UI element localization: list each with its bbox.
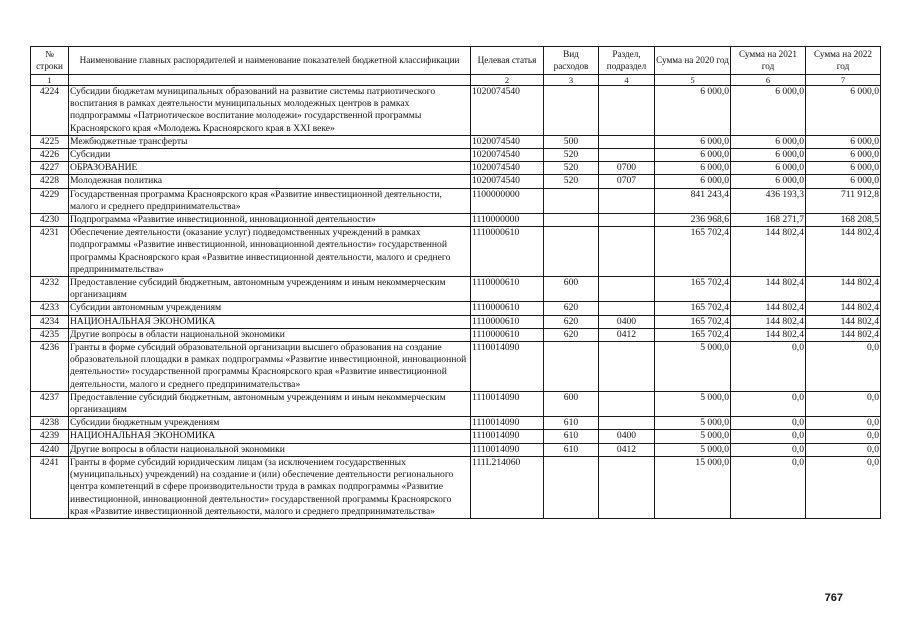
expense-type-cell: 610: [544, 430, 599, 443]
name-cell: Обеспечение деятельности (оказание услуг) подведомственных учреждений в рамках подпрограммы «Развитие инвестиционной, инновационной деятельности» государственной программы Красноярского края «Развитие инвестиционной деятельности, малого и среднего предпринимательства»: [69, 227, 471, 277]
sum-2020-cell: 6 000,0: [655, 135, 731, 148]
name-cell: Субсидии бюджетам муниципальных образований на развитие системы патриотического воспитания в рамках деятельности муниципальных молодежных центров в рамках подпрограммы «Патриотическое воспитание молодежи» государственной программы Красноярского края «Молодежь Красноярского края в XXI веке»: [69, 86, 471, 136]
name-cell: Межбюджетные трансферты: [69, 135, 471, 148]
sum-2020-cell: 15 000,0: [655, 456, 731, 518]
sum-2020-cell: 6 000,0: [655, 162, 731, 175]
row-number-cell: 4232: [31, 277, 69, 302]
sum-2020-cell: 165 702,4: [655, 315, 731, 328]
target-article-cell: 1110000610: [471, 315, 544, 328]
table-header-row: [31, 47, 881, 75]
name-cell: НАЦИОНАЛЬНАЯ ЭКОНОМИКА: [69, 315, 471, 328]
sum-2021-cell: 144 802,4: [731, 315, 806, 328]
section-cell: 0412: [599, 328, 655, 341]
sum-2020-cell: 165 702,4: [655, 227, 731, 277]
column-number: 2: [471, 75, 544, 86]
sum-2021-cell: 0,0: [731, 342, 806, 392]
sum-2021-cell: 0,0: [731, 417, 806, 430]
expense-type-cell: [544, 456, 599, 518]
table-row: [31, 342, 881, 392]
sum-2021-cell: 6 000,0: [731, 162, 806, 175]
sum-2021-cell: 6 000,0: [731, 86, 806, 136]
row-number-cell: 4228: [31, 175, 69, 188]
expense-type-cell: [544, 214, 599, 227]
table-row: [31, 214, 881, 227]
name-cell: Субсидии автономным учреждениям: [69, 302, 471, 315]
header-expense-type: Вид расходов: [544, 47, 599, 75]
sum-2022-cell: 144 802,4: [806, 315, 881, 328]
sum-2022-cell: 6 000,0: [806, 149, 881, 162]
section-cell: [599, 391, 655, 416]
target-article-cell: 1110014090: [471, 430, 544, 443]
name-cell: ОБРАЗОВАНИЕ: [69, 162, 471, 175]
sum-2021-cell: 144 802,4: [731, 328, 806, 341]
header-sum-2021: Сумма на 2021 год: [731, 47, 806, 75]
section-cell: 0400: [599, 315, 655, 328]
expense-type-cell: [544, 342, 599, 392]
expense-type-cell: 610: [544, 417, 599, 430]
sum-2020-cell: 6 000,0: [655, 86, 731, 136]
expense-type-cell: 620: [544, 315, 599, 328]
table-row: [31, 391, 881, 416]
row-number-cell: 4230: [31, 214, 69, 227]
section-cell: [599, 227, 655, 277]
expense-type-cell: 620: [544, 328, 599, 341]
name-cell: Субсидии бюджетным учреждениям: [69, 417, 471, 430]
sum-2021-cell: 6 000,0: [731, 135, 806, 148]
table-row: [31, 277, 881, 302]
sum-2021-cell: 0,0: [731, 391, 806, 416]
sum-2022-cell: 0,0: [806, 456, 881, 518]
sum-2022-cell: 144 802,4: [806, 227, 881, 277]
row-number-cell: 4229: [31, 188, 69, 213]
table-row: [31, 456, 881, 518]
sum-2022-cell: 168 208,5: [806, 214, 881, 227]
sum-2022-cell: 6 000,0: [806, 135, 881, 148]
table-row: [31, 227, 881, 277]
sum-2020-cell: 6 000,0: [655, 175, 731, 188]
target-article-cell: 1110014090: [471, 391, 544, 416]
target-article-cell: 1110014090: [471, 417, 544, 430]
name-cell: Молодежная политика: [69, 175, 471, 188]
header-name: Наименование главных распорядителей и наименование показателей бюджетной классификации: [69, 47, 471, 75]
target-article-cell: 1020074540: [471, 135, 544, 148]
target-article-cell: 1020074540: [471, 149, 544, 162]
target-article-cell: 1020074540: [471, 86, 544, 136]
sum-2021-cell: 436 193,3: [731, 188, 806, 213]
section-cell: [599, 214, 655, 227]
row-number-cell: 4225: [31, 135, 69, 148]
page-number: 767: [824, 592, 843, 604]
sum-2022-cell: 0,0: [806, 443, 881, 456]
sum-2021-cell: 0,0: [731, 456, 806, 518]
row-number-cell: 4234: [31, 315, 69, 328]
table-body: [31, 86, 881, 519]
table-row: [31, 175, 881, 188]
target-article-cell: 1110000610: [471, 302, 544, 315]
name-cell: Предоставление субсидий бюджетным, автономным учреждениям и иным некоммерческим организациям: [69, 391, 471, 416]
name-cell: Предоставление субсидий бюджетным, автономным учреждениям и иным некоммерческим организациям: [69, 277, 471, 302]
row-number-cell: 4236: [31, 342, 69, 392]
row-number-cell: 4226: [31, 149, 69, 162]
target-article-cell: 1020074540: [471, 175, 544, 188]
sum-2022-cell: 6 000,0: [806, 162, 881, 175]
table-row: [31, 328, 881, 341]
target-article-cell: 1110014090: [471, 342, 544, 392]
table-row: [31, 162, 881, 175]
expense-type-cell: 520: [544, 149, 599, 162]
name-cell: Государственная программа Красноярского края «Развитие инвестиционной деятельности, малого и среднего предпринимательства»: [69, 188, 471, 213]
sum-2022-cell: 144 802,4: [806, 277, 881, 302]
section-cell: [599, 342, 655, 392]
section-cell: [599, 302, 655, 315]
section-cell: [599, 86, 655, 136]
expense-type-cell: [544, 227, 599, 277]
sum-2022-cell: 0,0: [806, 417, 881, 430]
sum-2020-cell: 165 702,4: [655, 328, 731, 341]
row-number-cell: 4239: [31, 430, 69, 443]
row-number-cell: 4233: [31, 302, 69, 315]
table-row: [31, 86, 881, 136]
row-number-cell: 4227: [31, 162, 69, 175]
sum-2022-cell: 144 802,4: [806, 302, 881, 315]
sum-2021-cell: 144 802,4: [731, 227, 806, 277]
target-article-cell: 1100000000: [471, 188, 544, 213]
sum-2020-cell: 841 243,4: [655, 188, 731, 213]
table-row: [31, 443, 881, 456]
row-number-cell: 4237: [31, 391, 69, 416]
section-cell: 0412: [599, 443, 655, 456]
name-cell: Подпрограмма «Развитие инвестиционной, инновационной деятельности»: [69, 214, 471, 227]
expense-type-cell: 610: [544, 443, 599, 456]
name-cell: Другие вопросы в области национальной экономики: [69, 443, 471, 456]
sum-2021-cell: 6 000,0: [731, 149, 806, 162]
name-cell: Гранты в форме субсидий образовательной организации высшего образования на создание образовательной площадки в рамках подпрограммы «Развитие инвестиционной, инновационной деятельности» государственной программы Красноярского края «Развитие инвестиционной деятельности, малого и среднего предпринимательства»: [69, 342, 471, 392]
header-sum-2022: Сумма на 2022 год: [806, 47, 881, 75]
sum-2021-cell: 144 802,4: [731, 302, 806, 315]
target-article-cell: 111L214060: [471, 456, 544, 518]
column-number: [69, 75, 471, 86]
expense-type-cell: 600: [544, 391, 599, 416]
section-cell: [599, 149, 655, 162]
target-article-cell: 1110000610: [471, 227, 544, 277]
budget-table: [30, 46, 881, 519]
table-row: [31, 188, 881, 213]
section-cell: [599, 188, 655, 213]
name-cell: Субсидии: [69, 149, 471, 162]
expense-type-cell: 520: [544, 175, 599, 188]
sum-2022-cell: 0,0: [806, 342, 881, 392]
header-section: Раздел, подраздел: [599, 47, 655, 75]
name-cell: НАЦИОНАЛЬНАЯ ЭКОНОМИКА: [69, 430, 471, 443]
sum-2020-cell: 236 968,6: [655, 214, 731, 227]
expense-type-cell: [544, 188, 599, 213]
sum-2021-cell: 0,0: [731, 443, 806, 456]
expense-type-cell: [544, 86, 599, 136]
column-number: 5: [655, 75, 731, 86]
section-cell: 0707: [599, 175, 655, 188]
sum-2022-cell: 6 000,0: [806, 86, 881, 136]
row-number-cell: 4241: [31, 456, 69, 518]
sum-2020-cell: 5 000,0: [655, 342, 731, 392]
target-article-cell: 1110000610: [471, 328, 544, 341]
column-number: 7: [806, 75, 881, 86]
sum-2022-cell: 144 802,4: [806, 328, 881, 341]
expense-type-cell: 500: [544, 135, 599, 148]
target-article-cell: 1110000610: [471, 277, 544, 302]
table-row: [31, 315, 881, 328]
section-cell: [599, 135, 655, 148]
target-article-cell: 1110014090: [471, 443, 544, 456]
expense-type-cell: 600: [544, 277, 599, 302]
section-cell: [599, 417, 655, 430]
column-number: 4: [599, 75, 655, 86]
section-cell: [599, 456, 655, 518]
table-row: [31, 417, 881, 430]
header-target-article: Целевая статья: [471, 47, 544, 75]
row-number-cell: 4235: [31, 328, 69, 341]
sum-2021-cell: 6 000,0: [731, 175, 806, 188]
expense-type-cell: 620: [544, 302, 599, 315]
sum-2022-cell: 6 000,0: [806, 175, 881, 188]
section-cell: 0400: [599, 430, 655, 443]
sum-2022-cell: 0,0: [806, 391, 881, 416]
sum-2021-cell: 168 271,7: [731, 214, 806, 227]
row-number-cell: 4240: [31, 443, 69, 456]
sum-2022-cell: 711 912,8: [806, 188, 881, 213]
sum-2020-cell: 165 702,4: [655, 277, 731, 302]
sum-2020-cell: 165 702,4: [655, 302, 731, 315]
sum-2020-cell: 5 000,0: [655, 417, 731, 430]
header-sum-2020: Сумма на 2020 год: [655, 47, 731, 75]
sum-2020-cell: 5 000,0: [655, 430, 731, 443]
expense-type-cell: 520: [544, 162, 599, 175]
table-row: [31, 302, 881, 315]
column-number-row: [31, 75, 881, 86]
row-number-cell: 4224: [31, 86, 69, 136]
sum-2020-cell: 6 000,0: [655, 149, 731, 162]
sum-2021-cell: 0,0: [731, 430, 806, 443]
name-cell: Другие вопросы в области национальной экономики: [69, 328, 471, 341]
row-number-cell: 4238: [31, 417, 69, 430]
target-article-cell: 1110000000: [471, 214, 544, 227]
table-row: [31, 149, 881, 162]
row-number-cell: 4231: [31, 227, 69, 277]
sum-2021-cell: 144 802,4: [731, 277, 806, 302]
sum-2022-cell: 0,0: [806, 430, 881, 443]
section-cell: [599, 277, 655, 302]
column-number: 1: [31, 75, 69, 86]
section-cell: 0700: [599, 162, 655, 175]
column-number: 3: [544, 75, 599, 86]
sum-2020-cell: 5 000,0: [655, 391, 731, 416]
table-row: [31, 135, 881, 148]
target-article-cell: 1020074540: [471, 162, 544, 175]
header-row-number: № строки: [31, 47, 69, 75]
table-row: [31, 430, 881, 443]
column-number: 6: [731, 75, 806, 86]
name-cell: Гранты в форме субсидий юридическим лицам (за исключением государственных (муниципальных) учреждений) на создание и (или) обеспечение деятельности регионального центра компетенций в сфере производительности труда в рамках подпрограммы «Развитие инвестиционной, инновационной деятельности» государственной программы Красноярского края «Развитие инвестиционной деятельности, малого и среднего предпринимательства»: [69, 456, 471, 518]
sum-2020-cell: 5 000,0: [655, 443, 731, 456]
